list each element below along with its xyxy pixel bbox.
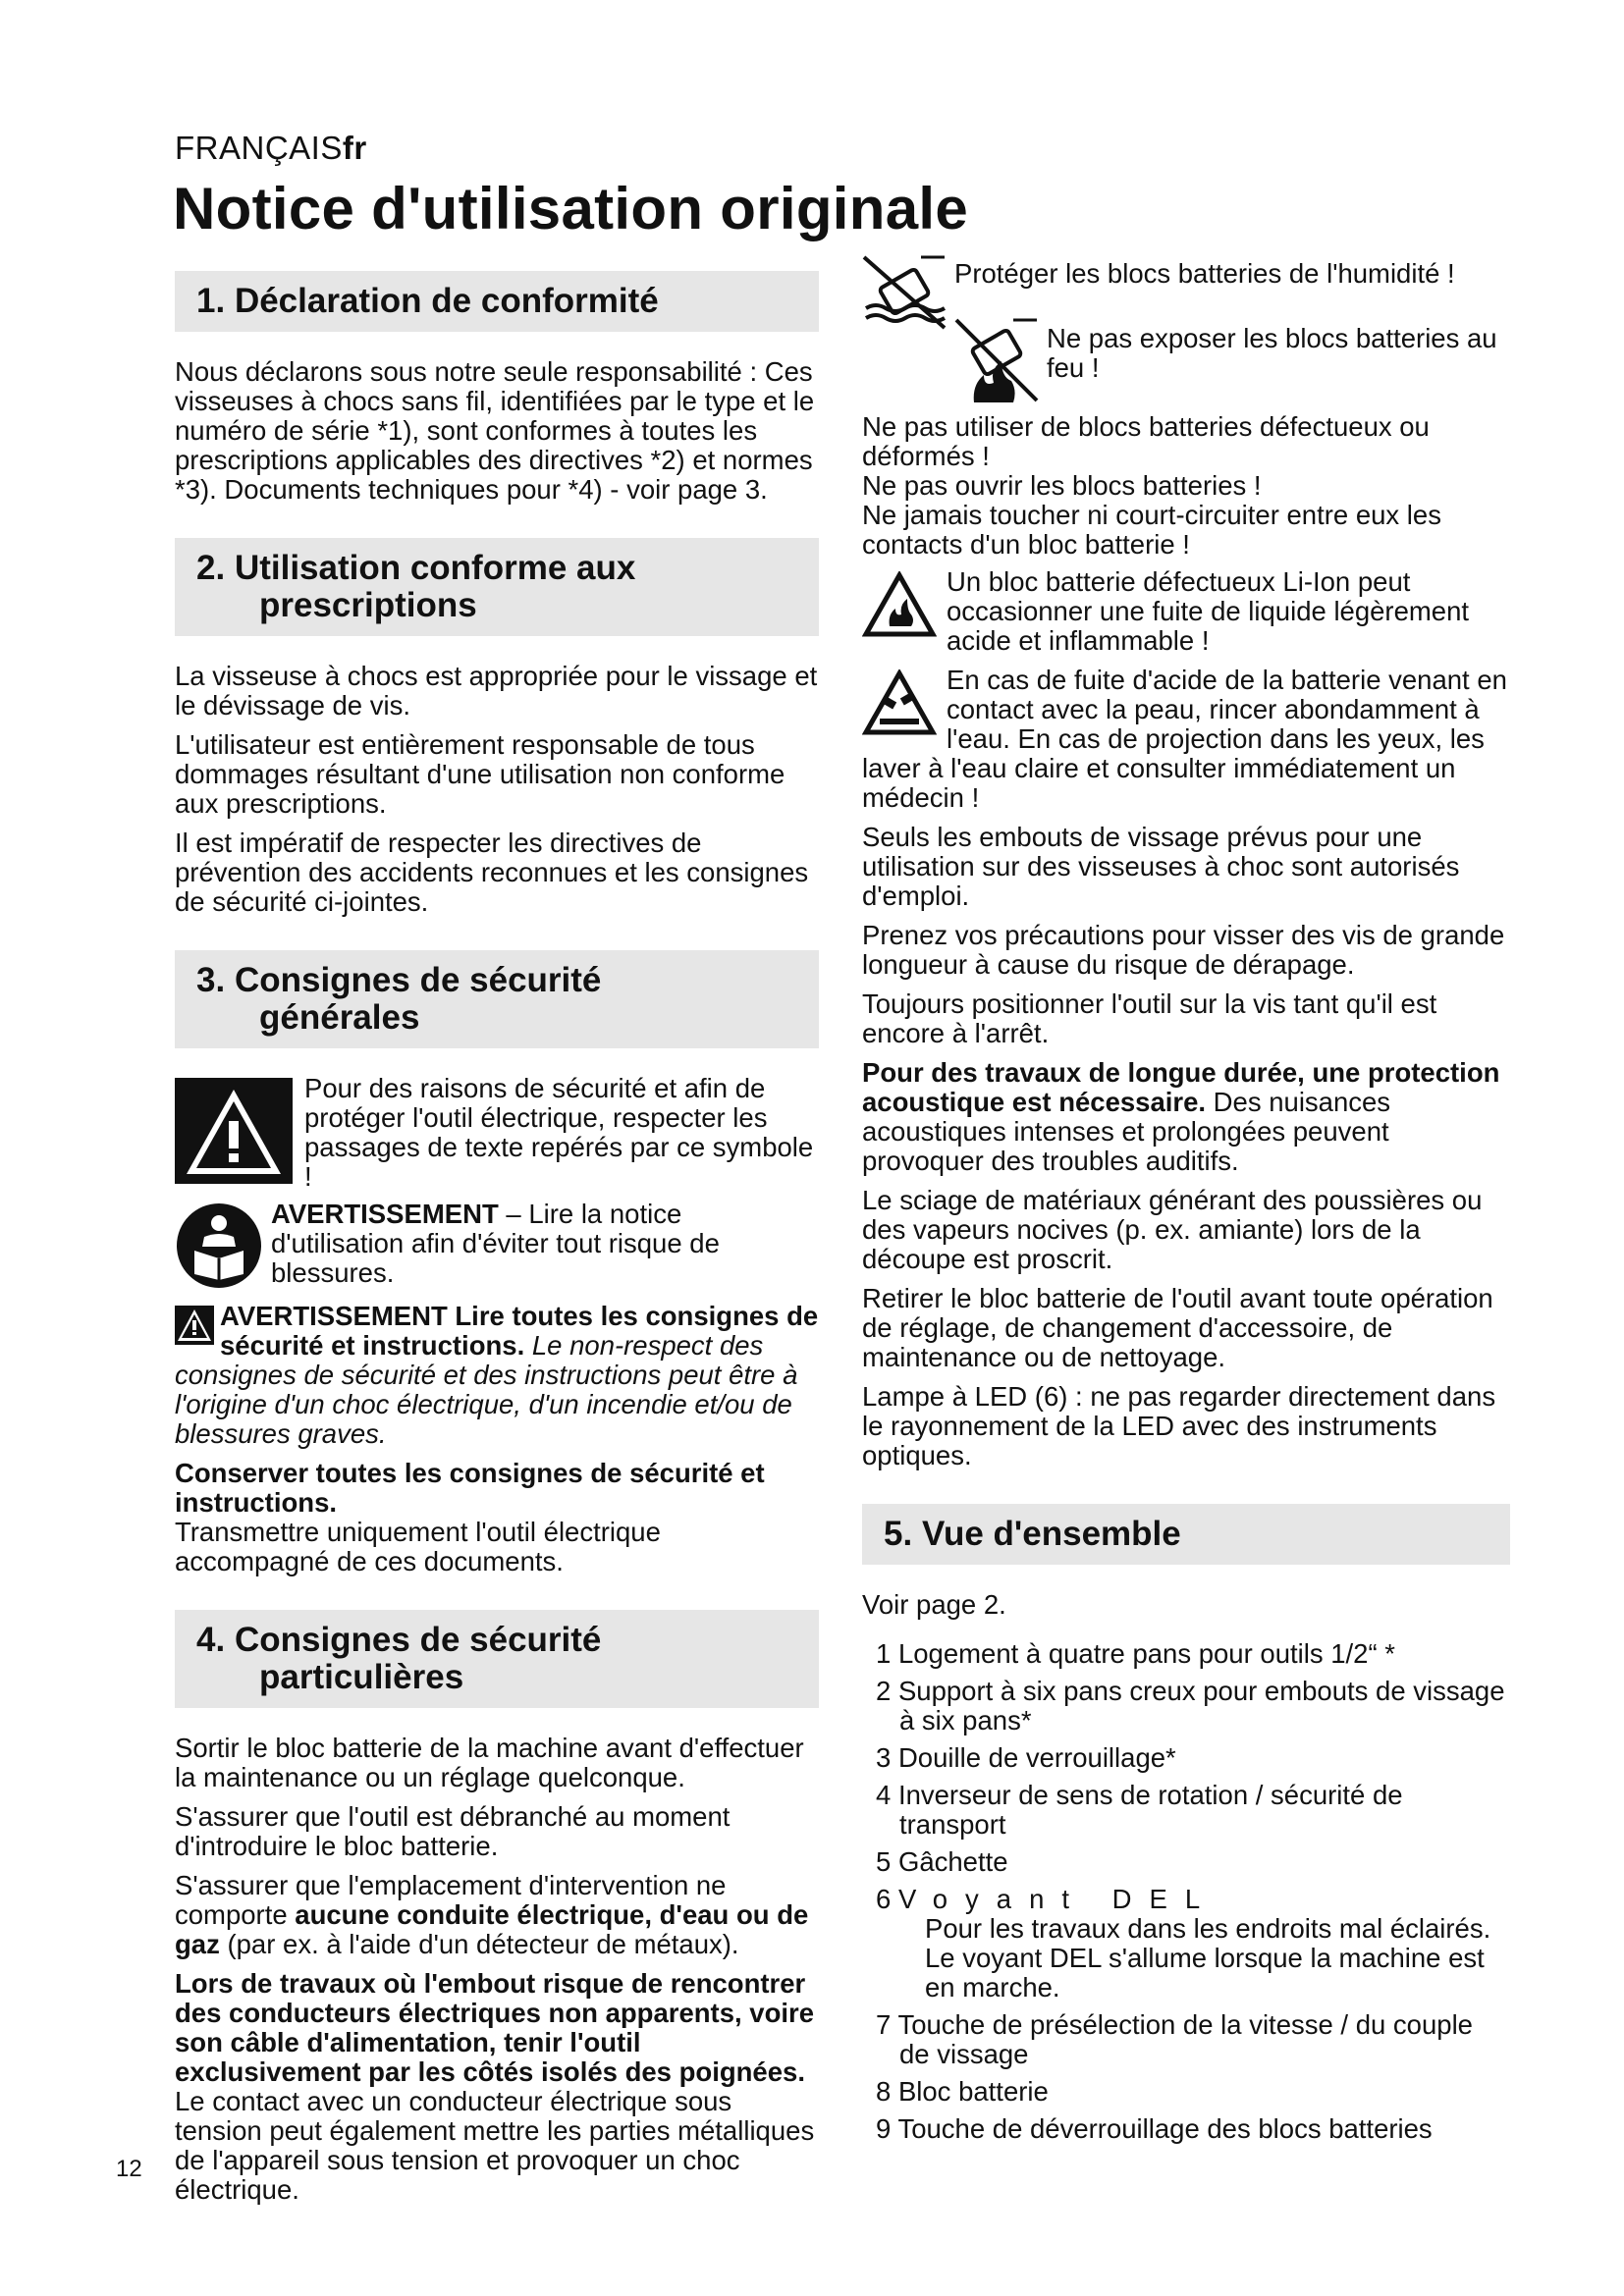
- overview-item: 7 Touche de présélection de la vitesse / du couple de vissage: [876, 2009, 1473, 2069]
- dust-text: Le sciage de matériaux générant des poussières ou des vapeurs nocives (p. ex. amiante) lors de la découpe est proscrit.: [862, 1185, 1483, 1274]
- acid-notice: En cas de fuite d'acide de la batterie venant en contact avec la peau, rincer abondamment à l'eau. En cas de projection dans les yeux, les laver à l'eau claire et consulter immédiatement un médecin !: [862, 665, 1507, 813]
- bits-text: Seuls les embouts de vissage prévus pour une utilisation sur des visseuses à choc sont autorisés d'emploi.: [862, 822, 1460, 911]
- usage-paragraph: Il est impératif de respecter les directives de prévention des accidents reconnues et les consignes de sécurité ci-jointes.: [175, 828, 809, 917]
- no-fire-icon: [954, 318, 1039, 406]
- warning-triangle-icon: [175, 1078, 293, 1184]
- overview-item: 4 Inverseur de sens de rotation / sécurité de transport: [876, 1780, 1403, 1840]
- battery-open: Ne pas ouvrir les blocs batteries !: [862, 470, 1262, 501]
- overview-item: 2 Support à six pans creux pour embouts de vissage à six pans*: [876, 1676, 1505, 1735]
- manual-warning: AVERTISSEMENT – Lire la notice d'utilisation afin d'éviter tout risque de blessures.: [175, 1200, 819, 1290]
- read-manual-icon: [175, 1201, 263, 1290]
- overview-item: 8 Bloc batterie: [876, 2076, 1049, 2107]
- fire-notice: Ne pas exposer les blocs batteries au feu !: [862, 324, 1510, 406]
- usage-paragraph: La visseuse à chocs est appropriée pour le vissage et le dévissage de vis.: [175, 661, 818, 721]
- long-screws-text: Prenez vos précautions pour visser des vis de grande longueur à cause du risque de dérapage.: [862, 920, 1505, 980]
- special-paragraph: Sortir le bloc batterie de la machine avant d'effectuer la maintenance ou un réglage quelconque.: [175, 1733, 804, 1792]
- left-column: [175, 271, 819, 2215]
- general-warning: AVERTISSEMENT Lire toutes les consignes de sécurité et instructions. Le non-respect des consignes de sécurité et des instructions peut être à l'origine d'un choc électrique, d'un incendie et/ou de blessures graves.: [175, 1301, 819, 1449]
- overview-item: 3 Douille de verrouillage*: [876, 1742, 1176, 1773]
- humidity-notice: Protéger les blocs batteries de l'humidité !: [862, 259, 1510, 332]
- overview-item: 5 Gâchette: [876, 1846, 1008, 1877]
- special-paragraph: S'assurer que l'emplacement d'intervention ne comporte aucune conduite électrique, d'eau ou de gaz (par ex. à l'aide d'un détecteur de métaux).: [175, 1870, 809, 1959]
- remove-battery-text: Retirer le bloc batterie de l'outil avant toute opération de réglage, de changement d'accessoire, de maintenance ou de nettoyage.: [862, 1283, 1493, 1372]
- noise-text: Pour des travaux de longue durée, une protection acoustique est nécessaire. Des nuisances acoustiques intenses et prolongées peuvent provoquer des troubles auditifs.: [862, 1057, 1500, 1176]
- keep-instructions: Conserver toutes les consignes de sécurité et instructions.: [175, 1458, 765, 1518]
- battery-defect: Ne pas utiliser de blocs batteries défectueux ou déformés !: [862, 411, 1430, 471]
- warning-small-icon: [175, 1306, 214, 1345]
- right-column: [862, 259, 1510, 2152]
- page-title: Notice d'utilisation originale: [173, 176, 969, 241]
- battery-short: Ne jamais toucher ni court-circuiter entre eux les contacts d'un bloc batterie !: [862, 500, 1441, 560]
- see-page: Voir page 2.: [862, 1589, 1006, 1620]
- transmit-text: Transmettre uniquement l'outil électrique accompagné de ces documents.: [175, 1517, 661, 1576]
- section-heading-4: 4. Consignes de sécurité particulières: [175, 1610, 819, 1708]
- position-text: Toujours positionner l'outil sur la vis tant qu'il est encore à l'arrêt.: [862, 988, 1437, 1048]
- overview-item: 9 Touche de déverrouillage des blocs batteries: [876, 2113, 1433, 2144]
- special-paragraph: Lors de travaux où l'embout risque de rencontrer des conducteurs électriques non apparents, voire son câble d'alimentation, tenir l'outil exclusivement par les côtés isolés des poignées. Le contact avec un conducteur électrique sous tension peut également mettre les parties métalliques de l'appareil sous tension et provoquer un choc électrique.: [175, 1968, 815, 2205]
- no-humidity-icon: [862, 253, 947, 332]
- section-heading-5: 5. Vue d'ensemble: [862, 1504, 1510, 1565]
- declaration-text: Nous déclarons sous notre seule responsabilité : Ces visseuses à chocs sans fil, identifiées par le type et le numéro de série *1), sont conformes à toutes les prescriptions applicables des directives *2) et normes *3). Documents techniques pour *4) - voir page 3.: [175, 356, 815, 505]
- symbol-notice: Pour des raisons de sécurité et afin de protéger l'outil électrique, respecter les passages de texte repérés par ce symbole !: [175, 1074, 819, 1192]
- overview-list: [862, 1639, 1510, 2144]
- special-paragraph: S'assurer que l'outil est débranché au moment d'introduire le bloc batterie.: [175, 1801, 731, 1861]
- language-label: FRANÇAISfr: [175, 130, 367, 166]
- corrosive-icon: [862, 669, 937, 736]
- overview-item: 6 Voyant DEL Pour les travaux dans les endroits mal éclairés. Le voyant DEL s'allume lorsque la machine est en marche.: [876, 1884, 1491, 2002]
- usage-paragraph: L'utilisateur est entièrement responsable de tous dommages résultant d'une utilisation non conforme aux prescriptions.: [175, 729, 785, 819]
- liion-notice: Un bloc batterie défectueux Li-Ion peut occasionner une fuite de liquide légèrement acide et inflammable !: [862, 567, 1510, 656]
- flammable-icon: [862, 571, 937, 638]
- led-text: Lampe à LED (6) : ne pas regarder directement dans le rayonnement de la LED avec des instruments optiques.: [862, 1381, 1496, 1470]
- section-heading-1: 1. Déclaration de conformité: [175, 271, 819, 332]
- page-number: 12: [116, 2156, 142, 2182]
- overview-item: 1 Logement à quatre pans pour outils 1/2“ *: [876, 1638, 1395, 1669]
- section-heading-2: 2. Utilisation conforme aux prescriptions: [175, 538, 819, 636]
- section-heading-3: 3. Consignes de sécurité générales: [175, 950, 819, 1048]
